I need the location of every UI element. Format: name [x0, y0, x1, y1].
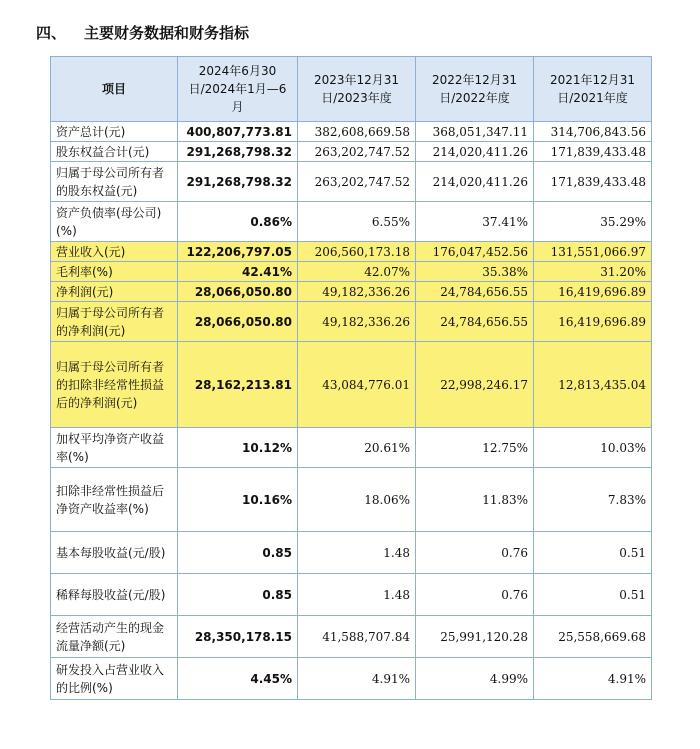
value-cell: 16,419,696.89 — [534, 282, 652, 302]
row-label: 股东权益合计(元) — [51, 142, 178, 162]
section-heading — [36, 22, 249, 43]
value-cell: 43,084,776.01 — [298, 342, 416, 428]
row-label: 毛利率(%) — [51, 262, 178, 282]
value-cell: 1.48 — [298, 532, 416, 574]
value-cell: 171,839,433.48 — [534, 142, 652, 162]
value-cell: 41,588,707.84 — [298, 616, 416, 658]
table-row — [51, 242, 652, 262]
table-row — [51, 282, 652, 302]
financial-indicators-table — [50, 56, 652, 700]
value-cell: 291,268,798.32 — [178, 142, 298, 162]
value-cell: 122,206,797.05 — [178, 242, 298, 262]
value-cell: 214,020,411.26 — [416, 162, 534, 202]
row-label: 扣除非经常性损益后净资产收益率(%) — [51, 468, 178, 532]
table-row — [51, 122, 652, 142]
table-row — [51, 574, 652, 616]
row-label: 归属于母公司所有者的股东权益(元) — [51, 162, 178, 202]
value-cell: 368,051,347.11 — [416, 122, 534, 142]
value-cell: 171,839,433.48 — [534, 162, 652, 202]
value-cell: 0.76 — [416, 532, 534, 574]
section-number: 四、 — [36, 24, 67, 42]
row-label: 基本每股收益(元/股) — [51, 532, 178, 574]
table-row — [51, 468, 652, 532]
row-label: 稀释每股收益(元/股) — [51, 574, 178, 616]
value-cell: 42.07% — [298, 262, 416, 282]
value-cell: 206,560,173.18 — [298, 242, 416, 262]
row-label: 归属于母公司所有者的扣除非经常性损益后的净利润(元) — [51, 342, 178, 428]
value-cell: 25,558,669.68 — [534, 616, 652, 658]
value-cell: 176,047,452.56 — [416, 242, 534, 262]
value-cell: 4.91% — [534, 658, 652, 700]
value-cell: 0.85 — [178, 574, 298, 616]
value-cell: 28,066,050.80 — [178, 302, 298, 342]
value-cell: 382,608,669.58 — [298, 122, 416, 142]
table-row — [51, 262, 652, 282]
table-row — [51, 616, 652, 658]
value-cell: 12,813,435.04 — [534, 342, 652, 428]
value-cell: 49,182,336.26 — [298, 282, 416, 302]
value-cell: 20.61% — [298, 428, 416, 468]
value-cell: 37.41% — [416, 202, 534, 242]
row-label: 归属于母公司所有者的净利润(元) — [51, 302, 178, 342]
value-cell: 314,706,843.56 — [534, 122, 652, 142]
value-cell: 25,991,120.28 — [416, 616, 534, 658]
value-cell: 214,020,411.26 — [416, 142, 534, 162]
value-cell: 0.86% — [178, 202, 298, 242]
table-row — [51, 202, 652, 242]
header-2022: 2022年12月31日/2022年度 — [416, 57, 534, 122]
value-cell: 0.85 — [178, 532, 298, 574]
header-2023: 2023年12月31日/2023年度 — [298, 57, 416, 122]
value-cell: 28,066,050.80 — [178, 282, 298, 302]
value-cell: 6.55% — [298, 202, 416, 242]
value-cell: 12.75% — [416, 428, 534, 468]
value-cell: 4.99% — [416, 658, 534, 700]
value-cell: 49,182,336.26 — [298, 302, 416, 342]
row-label: 加权平均净资产收益率(%) — [51, 428, 178, 468]
row-label: 资产负债率(母公司)(%) — [51, 202, 178, 242]
row-label: 研发投入占营业收入的比例(%) — [51, 658, 178, 700]
section-title: 主要财务数据和财务指标 — [84, 24, 250, 42]
value-cell: 10.16% — [178, 468, 298, 532]
table-row — [51, 142, 652, 162]
value-cell: 16,419,696.89 — [534, 302, 652, 342]
header-2024h1: 2024年6月30日/2024年1月—6月 — [178, 57, 298, 122]
value-cell: 24,784,656.55 — [416, 282, 534, 302]
value-cell: 35.38% — [416, 262, 534, 282]
value-cell: 263,202,747.52 — [298, 142, 416, 162]
value-cell: 291,268,798.32 — [178, 162, 298, 202]
value-cell: 28,162,213.81 — [178, 342, 298, 428]
value-cell: 4.45% — [178, 658, 298, 700]
value-cell: 31.20% — [534, 262, 652, 282]
value-cell: 7.83% — [534, 468, 652, 532]
header-item: 项目 — [51, 57, 178, 122]
table-row — [51, 428, 652, 468]
value-cell: 28,350,178.15 — [178, 616, 298, 658]
row-label: 经营活动产生的现金流量净额(元) — [51, 616, 178, 658]
value-cell: 1.48 — [298, 574, 416, 616]
value-cell: 10.12% — [178, 428, 298, 468]
value-cell: 18.06% — [298, 468, 416, 532]
header-2021: 2021年12月31日/2021年度 — [534, 57, 652, 122]
value-cell: 24,784,656.55 — [416, 302, 534, 342]
row-label: 营业收入(元) — [51, 242, 178, 262]
table-row — [51, 342, 652, 428]
value-cell: 0.51 — [534, 532, 652, 574]
value-cell: 10.03% — [534, 428, 652, 468]
value-cell: 263,202,747.52 — [298, 162, 416, 202]
table-row — [51, 658, 652, 700]
header-row — [51, 57, 652, 122]
value-cell: 0.51 — [534, 574, 652, 616]
value-cell: 0.76 — [416, 574, 534, 616]
value-cell: 400,807,773.81 — [178, 122, 298, 142]
value-cell: 131,551,066.97 — [534, 242, 652, 262]
table-row — [51, 162, 652, 202]
row-label: 资产总计(元) — [51, 122, 178, 142]
table-row — [51, 532, 652, 574]
value-cell: 42.41% — [178, 262, 298, 282]
value-cell: 35.29% — [534, 202, 652, 242]
value-cell: 11.83% — [416, 468, 534, 532]
row-label: 净利润(元) — [51, 282, 178, 302]
value-cell: 4.91% — [298, 658, 416, 700]
value-cell: 22,998,246.17 — [416, 342, 534, 428]
table-row — [51, 302, 652, 342]
